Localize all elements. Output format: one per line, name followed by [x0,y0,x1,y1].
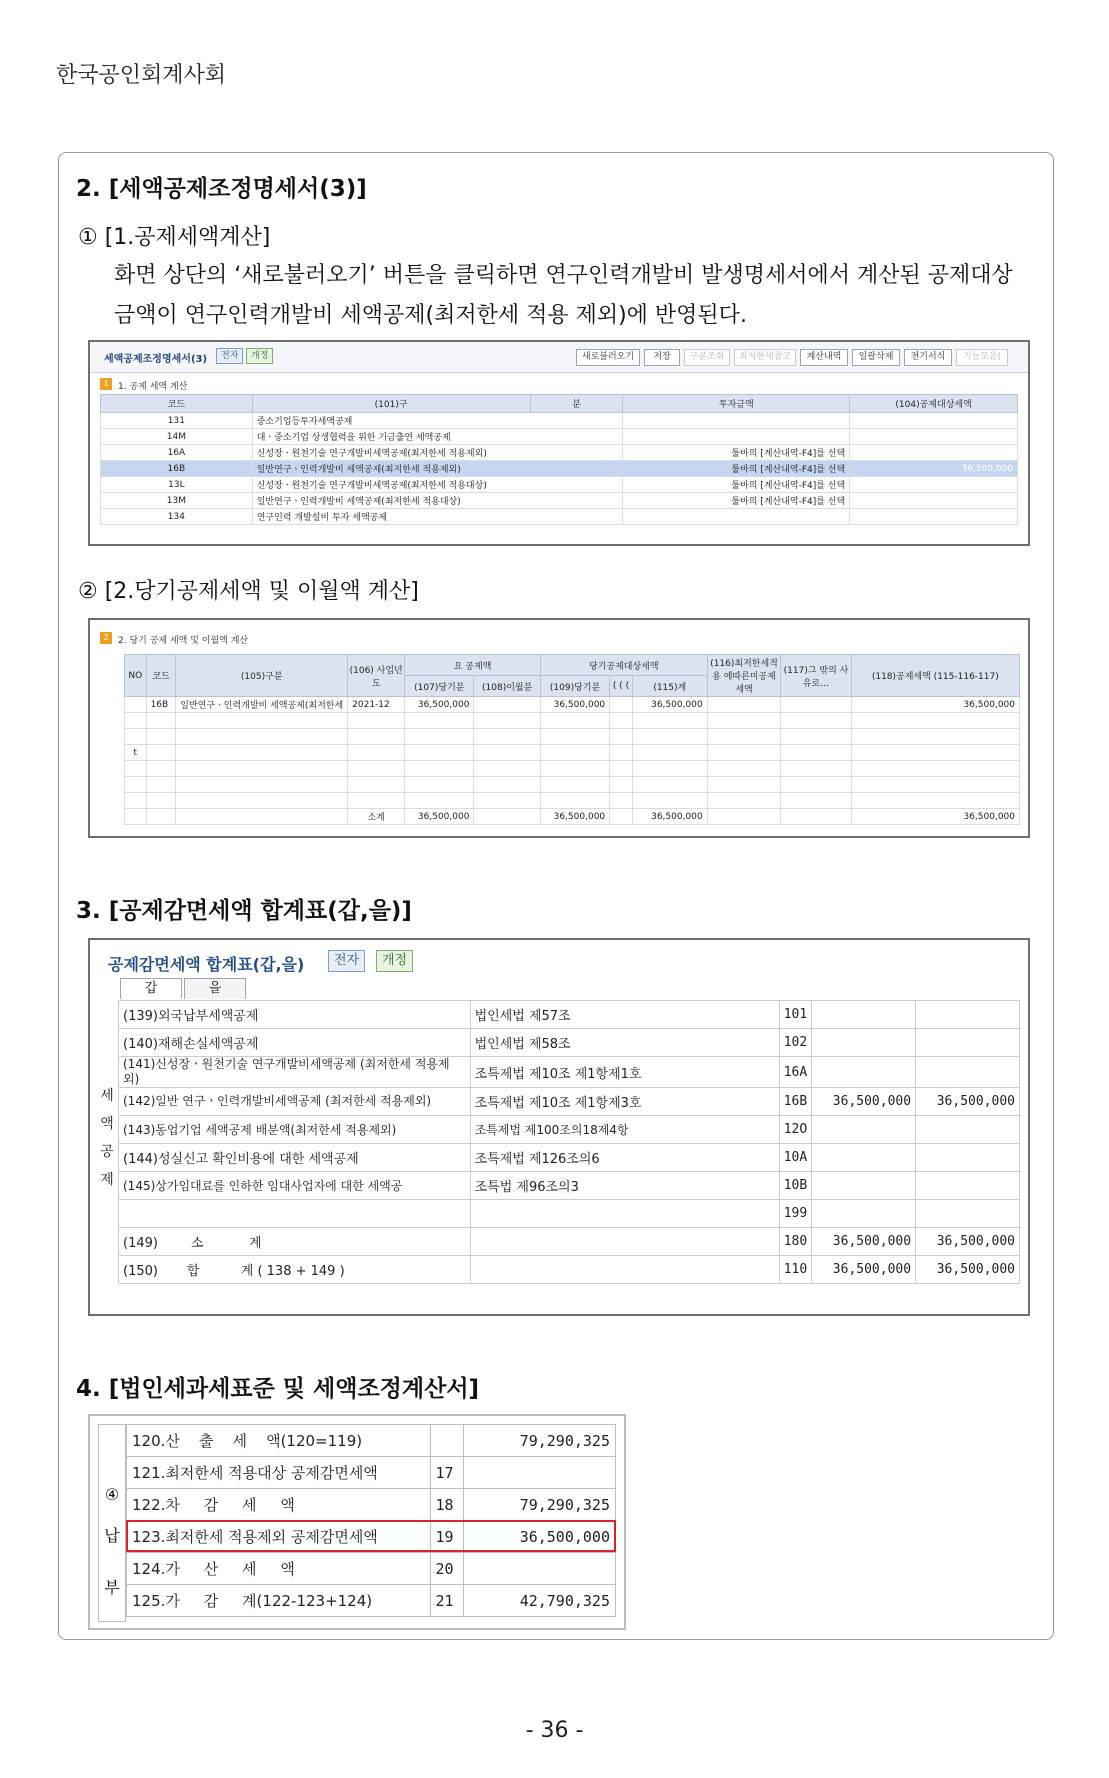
row-code: 13M [101,493,253,509]
row-code: 16B [146,697,176,713]
row-amount-a[interactable] [812,1057,916,1088]
tax-credit-summary-screen [88,938,1030,1316]
row-name: (145)상가임대료를 인하한 임대사업자에 대한 세액공 [119,1172,471,1200]
row-amount-a[interactable]: 36,500,000 [812,1088,916,1116]
row-code [430,1425,464,1457]
row-name: (143)동업기업 세액공제 배분액(최저한세 적용제외) [119,1116,471,1144]
total-row [119,1256,1020,1284]
row-law: 법인세법 제58조 [470,1029,779,1057]
table-row[interactable] [125,697,1020,713]
function-menu-button[interactable]: 기능모음( [956,349,1008,366]
bulk-delete-button[interactable]: 일괄삭제 [852,349,900,366]
section-title: 1. 공제 세액 계산 [118,382,188,392]
col-other-reason: (117)그 밖의 사유로… [781,655,851,697]
table-row[interactable] [101,509,1018,525]
row-amount[interactable]: 36,500,000 [850,461,1018,477]
col-current-credit-target: 당기공제대상세액 [540,655,707,676]
carryover-grid [124,654,1020,825]
row-amount-a[interactable] [812,1116,916,1144]
screen-title: 세액공제조정명세서(3) [104,354,208,365]
subtotal-115: 36,500,000 [632,809,707,825]
subtotal-label: 소계 [348,809,405,825]
table-row[interactable] [119,1001,1020,1029]
col-business-year: (106) 사업년도 [348,655,405,697]
row-amount-b[interactable] [916,1057,1020,1088]
revised-tag: 개정 [376,950,413,972]
highlight-box [126,1520,616,1552]
row-code: 13L [101,477,253,493]
col-current-portion-2: (109)당기분 [540,676,609,697]
step-1-description: 화면 상단의 ‘새로불러오기’ 버튼을 클릭하면 연구인력개발비 발생명세서에서 계산된 공제대상금액이 연구인력개발비 세액공제(최저한세 적용 제외)에 반영된다. [114,263,1013,328]
row-code: 199 [779,1200,811,1228]
section-3-heading: 3. [공제감면세액 합계표(갑,을)] [76,898,412,924]
side-circle-number: ④ [104,1485,120,1504]
col-category: (101)구 [252,395,530,413]
row-investment: 툴바의 [계산내역-F4]를 선택 [623,477,850,493]
table-row [127,1425,616,1457]
row-investment: 툴바의 [계산내역-F4]를 선택 [623,493,850,509]
row-amount-b[interactable]: 36,500,000 [916,1088,1020,1116]
col-code: 코드 [101,395,253,413]
row-investment [623,509,850,525]
row-name: 신성장ㆍ원천기술 연구개발비세액공제(최저한세 적용대상) [252,477,623,493]
row-code: 16B [779,1088,811,1116]
col-category: (105)구분 [176,655,348,697]
row-name: 중소기업등투자세액공제 [252,413,623,429]
row-law: 조특제법 제10조 제1항제1호 [470,1057,779,1088]
row-code: 16B [101,461,253,477]
col-credit-amount: (104)공제대상세액 [850,395,1018,413]
side-label-tax-credit [98,1026,116,1256]
side-char: 공 [100,1144,114,1160]
row-name [119,1200,471,1228]
row-amount-a[interactable] [812,1172,916,1200]
corporate-tax-adjustment-screen [88,1414,626,1630]
table-row [127,1553,616,1585]
row-code: 21 [430,1585,464,1617]
row-value: 42,790,325 [464,1585,616,1617]
row-label: 121.최저한세 적용대상 공제감면세액 [127,1457,431,1489]
row-amount-b: 36,500,000 [916,1228,1020,1256]
tab-gap[interactable]: 갑 [120,978,182,999]
total-code: 110 [779,1256,811,1284]
col-uncredited-min-tax: (116)최저한세적용 에따른미공제세액 [707,655,781,697]
row-name: 대ㆍ중소기업 상생협력을 위한 기금출연 세액공제 [252,429,623,445]
table-row-selected[interactable] [101,461,1018,477]
row-label: 124.가 산 세 액 [127,1553,431,1585]
current-credit-carryover-screen [88,618,1030,838]
save-button[interactable]: 저장 [644,349,680,366]
row-amount-a[interactable] [812,1001,916,1029]
section-4-heading: 4. [법인세과세표준 및 세액조정계산서] [76,1376,480,1402]
table-row[interactable] [101,477,1018,493]
row-name: 일반연구ㆍ인력개발비 세액공제(최저한세 적용대상) [252,493,623,509]
screen-title: 공제감면세액 합계표(갑,을) [108,955,305,974]
tax-credit-statement-screen [88,340,1030,546]
row-label: 123.최저한세 적용제외 공제감면세액 [127,1521,431,1553]
row-investment: 툴바의 [계산내역-F4]를 선택 [623,445,850,461]
row-amount-a[interactable] [812,1200,916,1228]
row-code: 101 [779,1001,811,1029]
table-row[interactable] [101,445,1018,461]
row-amount-a: 36,500,000 [812,1228,916,1256]
row-value: 36,500,000 [464,1521,616,1553]
organization-name: 한국공인회계사회 [56,63,227,88]
row-law: 조특제법 제100조의18제4항 [470,1116,779,1144]
row-name: (144)성실신고 확인비용에 대한 세액공제 [119,1144,471,1172]
row-name: 일반연구ㆍ인력개발비 세액공제(최저한세 적용제외) [252,461,623,477]
row-code: 18 [430,1489,464,1521]
row-value [464,1553,616,1585]
side-char: 납 [104,1526,120,1545]
row-investment: 툴바의 [계산내역-F4]를 선택 [623,461,850,477]
row-name: (140)재해손실세액공제 [119,1029,471,1057]
row-value [464,1457,616,1489]
row-name: (141)신성장ㆍ원천기술 연구개발비세액공제 (최저한세 적용제외) [119,1057,471,1088]
toolbar [90,342,1028,373]
subtotal-109: 36,500,000 [540,809,609,825]
table-row[interactable] [119,1057,1020,1088]
row-law: 조특법 제96조의3 [470,1172,779,1200]
row-amount-b[interactable] [916,1172,1020,1200]
step-1-label: ① [1.공제세액계산] [78,225,271,250]
row-year: 2021-12 [348,697,405,713]
row-amount-b[interactable] [916,1200,1020,1228]
row-code: 16A [101,445,253,461]
row-law: 법인세법 제57조 [470,1001,779,1029]
row-code: 134 [101,509,253,525]
row-107[interactable]: 36,500,000 [405,697,474,713]
table-row[interactable] [101,413,1018,429]
row-code: 10A [779,1144,811,1172]
table-row[interactable] [119,1144,1020,1172]
row-code: 180 [779,1228,811,1256]
row-code: 131 [101,413,253,429]
row-amount-b[interactable] [916,1116,1020,1144]
row-amount-b[interactable] [916,1144,1020,1172]
row-amount[interactable] [850,429,1018,445]
row-code: 17 [430,1457,464,1489]
table-row [127,1489,616,1521]
subtotal-row [119,1228,1020,1256]
section-2-heading: 2. [세액공제조정명세서(3)] [76,176,367,202]
electronic-tag: 전자 [216,348,243,364]
row-109[interactable]: 36,500,000 [540,697,609,713]
tab-eul[interactable]: 을 [184,978,246,999]
row-name: 신성장ㆍ원천기술 연구개발비세액공제(최저한세 적용제외) [252,445,623,461]
category-lookup-button[interactable]: 구분조회 [684,349,730,366]
row-investment [623,413,850,429]
col-category-2: 분 [530,395,623,413]
step-2-label: ② [2.당기공제세액 및 이월액 계산] [78,579,419,604]
side-char: 세 [100,1088,114,1104]
credit-summary-grid [118,1000,1020,1284]
col-total: (115)계 [632,676,707,697]
row-investment [623,429,850,445]
row-label: 125.가 감 계(122-123+124) [127,1585,431,1617]
total-amount-b: 36,500,000 [916,1256,1020,1284]
row-115: 36,500,000 [632,697,707,713]
table-row [127,1585,616,1617]
row-label: 122.차 감 세 액 [127,1489,431,1521]
col-hidden-columns: ( ( ( [610,676,633,697]
table-row[interactable] [119,1116,1020,1144]
row-name: (142)일반 연구ㆍ인력개발비세액공제 (최저한세 적용제외) [119,1088,471,1116]
section-title: 2. 당기 공제 세액 및 이월액 계산 [118,636,249,646]
subtotal-107: 36,500,000 [405,809,474,825]
table-row[interactable] [119,1200,1020,1228]
row-code: 10B [779,1172,811,1200]
payment-side-label [98,1424,126,1622]
row-code: 19 [430,1521,464,1553]
row-amount[interactable] [850,493,1018,509]
total-amount-a: 36,500,000 [812,1256,916,1284]
col-credit-amount: (118)공제세액 (115-116-117) [851,655,1019,697]
row-amount[interactable] [850,477,1018,493]
table-row[interactable] [101,493,1018,509]
row-118: 36,500,000 [851,697,1019,713]
row-value: 79,290,325 [464,1489,616,1521]
row-law [470,1200,779,1228]
side-char: 제 [100,1172,114,1188]
col-required-credit: 요 공제액 [405,655,541,676]
table-row[interactable] [119,1029,1020,1057]
row-name: 연구인력 개발설비 투자 세액공제 [252,509,623,525]
reload-button[interactable]: 새로불러오기 [576,349,640,366]
row-value: 79,290,325 [464,1425,616,1457]
row-code: 102 [779,1029,811,1057]
table-row[interactable] [119,1172,1020,1200]
col-carryover-portion: (108)이월분 [474,676,540,697]
section-number-badge: 1 [100,378,112,390]
credit-calculation-grid [100,394,1018,525]
row-marker: t [125,745,147,761]
table-row[interactable] [119,1088,1020,1116]
side-char: 부 [104,1578,120,1597]
row-law: 조특제법 제10조 제1항제3호 [470,1088,779,1116]
col-investment: 투자금액 [623,395,850,413]
row-name: 일반연구ㆍ인력개발비 세액공제(최저한세 [176,697,348,713]
min-tax-reference-button[interactable]: 최저한세참고 [734,349,796,366]
electronic-tag: 전자 [328,950,365,972]
row-amount-a[interactable] [812,1029,916,1057]
revised-tag: 개정 [246,348,273,364]
calculation-details-button[interactable]: 계산내역 [800,349,848,366]
row-amount[interactable] [850,413,1018,429]
row-law [470,1228,779,1256]
row-amount-b[interactable] [916,1029,1020,1057]
row-label: 120.산 출 세 액(120=119) [127,1425,431,1457]
row-code: 14M [101,429,253,445]
row-amount-b[interactable] [916,1001,1020,1029]
row-amount[interactable] [850,509,1018,525]
col-code: 코드 [146,655,176,697]
row-amount[interactable] [850,445,1018,461]
row-code: 12O [779,1116,811,1144]
section-number-badge: 2 [100,632,112,644]
col-no: NO [125,655,147,697]
row-name: (149) 소 계 [119,1228,471,1256]
total-name: (150) 합 계 ( 138 + 149 ) [119,1256,471,1284]
table-row [127,1457,616,1489]
row-code: 20 [430,1553,464,1585]
row-law: 조특제법 제126조의6 [470,1144,779,1172]
side-char: 액 [100,1116,114,1132]
previous-form-button[interactable]: 전기서식 [904,349,952,366]
page-number: - 36 - [525,1718,584,1743]
row-name: (139)외국납부세액공제 [119,1001,471,1029]
col-current-portion: (107)당기분 [405,676,474,697]
row-code: 16A [779,1057,811,1088]
subtotal-118: 36,500,000 [851,809,1019,825]
subtotal-row [125,809,1020,825]
row-amount-a[interactable] [812,1144,916,1172]
table-row[interactable] [101,429,1018,445]
